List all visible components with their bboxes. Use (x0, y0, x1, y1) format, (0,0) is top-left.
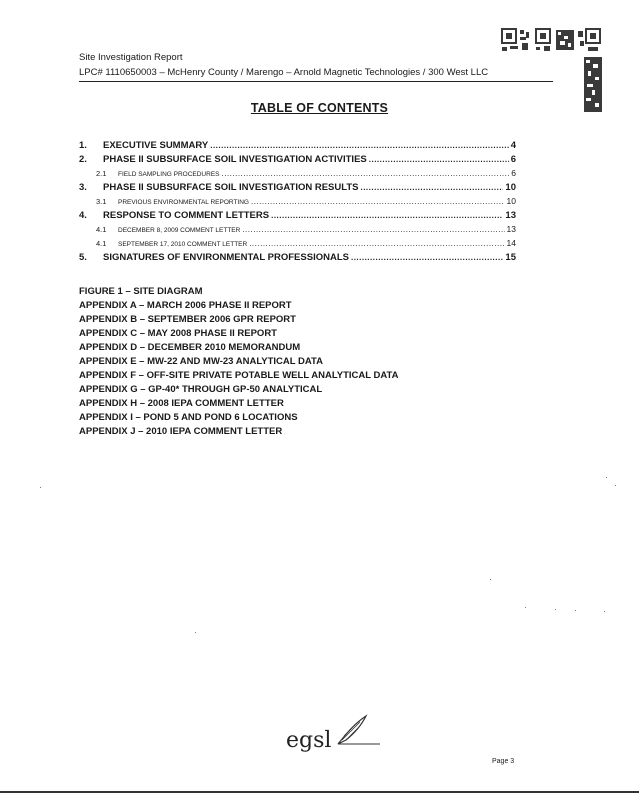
appendix-item: APPENDIX E – MW-22 AND MW-23 ANALYTICAL DATA (79, 356, 323, 367)
scan-speck (195, 632, 196, 633)
appendix-item: APPENDIX G – GP-40* THROUGH GP-50 ANALYTICAL (79, 384, 323, 395)
toc-entry-number: 4.1 (96, 239, 107, 248)
toc-entry-title: RESPONSE TO COMMENT LETTERS (103, 210, 270, 221)
toc-leader-dots (242, 225, 504, 234)
toc-entry-page: 13 (505, 210, 516, 221)
toc-entry-title: PHASE II SUBSURFACE SOIL INVESTIGATION ACTIVITIES (103, 154, 367, 165)
header-rule (79, 81, 553, 82)
scan-speck (555, 609, 556, 610)
toc-leader-dots (251, 197, 505, 206)
toc-entry (79, 252, 516, 266)
toc-entry-page: 6 (510, 154, 516, 165)
toc-leader-dots (249, 239, 504, 248)
appendix-item: APPENDIX A – MARCH 2006 PHASE II REPORT (79, 300, 292, 311)
toc-heading: TABLE OF CONTENTS (250, 101, 389, 115)
toc-entry-number: 4. (79, 210, 87, 221)
toc-entry-title: SIGNATURES OF ENVIRONMENTAL PROFESSIONALS (103, 252, 349, 263)
toc-leader-dots (271, 211, 503, 220)
appendix-item: APPENDIX C – MAY 2008 PHASE II REPORT (79, 328, 277, 339)
toc-entry-page: 15 (505, 252, 516, 263)
appendix-item: APPENDIX I – POND 5 AND POND 6 LOCATIONS (79, 412, 298, 423)
scan-speck (490, 579, 491, 580)
toc-entry (79, 182, 516, 196)
scan-speck (575, 610, 576, 611)
toc-entry-page: 13 (506, 224, 516, 234)
toc-leader-dots (360, 183, 503, 192)
scan-speck (615, 485, 616, 486)
toc-leader-dots (351, 253, 503, 262)
toc-entry-page: 14 (506, 238, 516, 248)
toc-entry-page: 6 (511, 168, 516, 178)
scan-speck (604, 611, 605, 612)
page-bottom-edge (0, 791, 639, 793)
toc-entry-number: 1. (79, 140, 87, 151)
page-number: Page 3 (492, 758, 515, 765)
toc-entry-page: 4 (510, 140, 516, 151)
appendix-item: APPENDIX D – DECEMBER 2010 MEMORANDUM (79, 342, 301, 353)
toc-entry (79, 210, 516, 224)
toc-subentry (79, 168, 516, 182)
feather-quill-icon (334, 712, 384, 748)
appendix-list (79, 285, 399, 439)
appendix-item: APPENDIX H – 2008 IEPA COMMENT LETTER (79, 398, 284, 409)
toc-entry-page: 10 (505, 182, 516, 193)
scan-speck (40, 487, 41, 488)
scan-speck (606, 477, 607, 478)
company-logo: egsl (286, 728, 332, 753)
toc-entry-number: 4.1 (96, 225, 107, 234)
appendix-item: APPENDIX J – 2010 IEPA COMMENT LETTER (79, 426, 283, 437)
toc-entry-title: PHASE II SUBSURFACE SOIL INVESTIGATION RESULTS (103, 182, 359, 193)
toc-entry-title: DECEMBER 8, 2009 COMMENT LETTER (118, 227, 241, 234)
report-header-subtitle: LPC# 1110650003 – McHenry County / Marengo – Arnold Magnetic Technologies / 300 West LLC (79, 67, 489, 78)
table-of-contents (79, 140, 516, 266)
toc-entry-number: 5. (79, 252, 87, 263)
toc-entry-number: 3. (79, 182, 87, 193)
toc-subentry (79, 224, 516, 238)
toc-entry-number: 3.1 (96, 197, 107, 206)
toc-leader-dots (222, 169, 510, 178)
toc-leader-dots (210, 141, 508, 150)
toc-subentry (79, 196, 516, 210)
toc-leader-dots (369, 155, 509, 164)
toc-entry (79, 154, 516, 168)
toc-entry-number: 2.1 (96, 169, 107, 178)
scan-speck (525, 607, 526, 608)
appendix-item: APPENDIX B – SEPTEMBER 2006 GPR REPORT (79, 314, 296, 325)
toc-entry-title: SEPTEMBER 17, 2010 COMMENT LETTER (118, 241, 248, 248)
toc-entry-number: 2. (79, 154, 87, 165)
figure-item: FIGURE 1 – SITE DIAGRAM (79, 286, 203, 297)
toc-entry-title: FIELD SAMPLING PROCEDURES (118, 171, 220, 178)
toc-entry-title: EXECUTIVE SUMMARY (103, 140, 209, 151)
toc-entry-title: PREVIOUS ENVIRONMENTAL REPORTING (118, 199, 249, 206)
report-header-title: Site Investigation Report (79, 52, 183, 63)
toc-entry (79, 140, 516, 154)
toc-entry-page: 10 (506, 196, 516, 206)
appendix-item: APPENDIX F – OFF-SITE PRIVATE POTABLE WELL ANALYTICAL DATA (79, 370, 399, 381)
toc-subentry (79, 238, 516, 252)
